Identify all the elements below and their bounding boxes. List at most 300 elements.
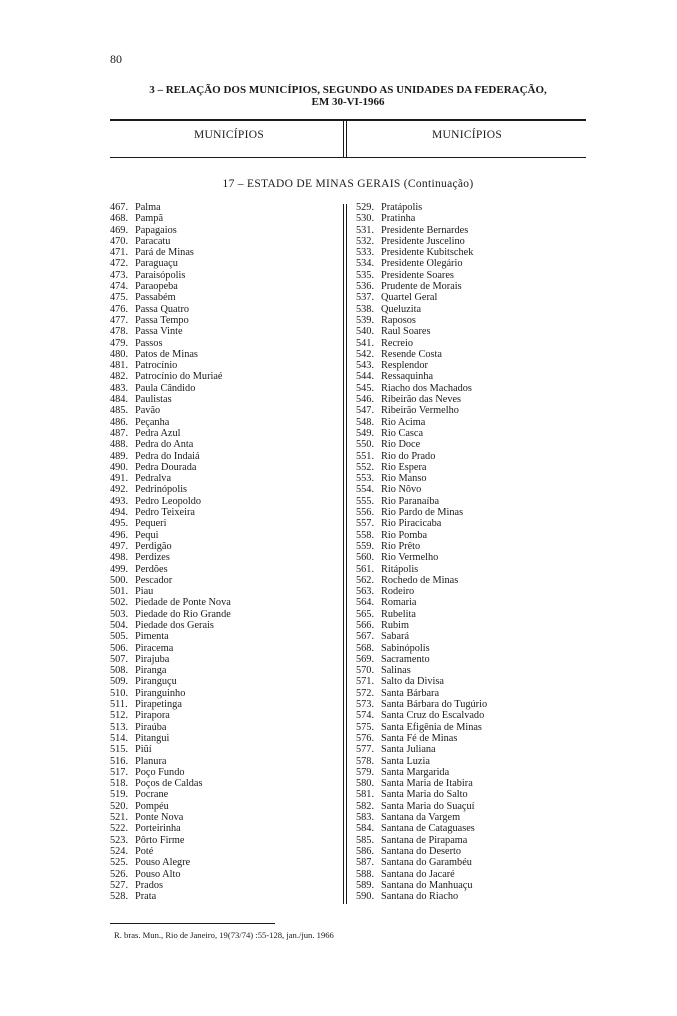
- item-number: 478.: [110, 326, 129, 338]
- list-item: [356, 428, 588, 439]
- item-number: 485.: [110, 405, 129, 417]
- footer-citation: R. bras. Mun., Rio de Janeiro, 19(73/74) :55-128, jan./jun. 1966: [114, 930, 334, 940]
- list-item: [110, 880, 338, 891]
- list-item: [356, 688, 588, 699]
- list-item: [110, 812, 338, 823]
- item-number: 496.: [110, 529, 129, 541]
- item-number: 515.: [110, 744, 129, 756]
- list-item: [356, 575, 588, 586]
- list-item: [110, 360, 338, 371]
- item-number: 479.: [110, 337, 129, 349]
- list-item: [110, 654, 338, 665]
- item-number: 553.: [356, 473, 375, 485]
- municipality-name: Santa Fé de Minas: [381, 732, 458, 744]
- column-header-left: MUNICÍPIOS: [193, 129, 265, 141]
- municipality-name: Pedro Leopoldo: [135, 495, 202, 507]
- item-number: 532.: [356, 235, 375, 247]
- list-item: [356, 518, 588, 529]
- item-number: 561.: [356, 563, 375, 575]
- list-item: [110, 869, 338, 880]
- municipality-name: Salinas: [381, 665, 411, 677]
- municipality-name: Paracatu: [135, 235, 171, 247]
- municipality-name: Poços de Caldas: [135, 778, 203, 790]
- list-item: [356, 880, 588, 891]
- municipality-name: Pavão: [135, 405, 161, 417]
- page-title: [110, 84, 586, 108]
- item-number: 579.: [356, 766, 375, 778]
- item-number: 584.: [356, 823, 375, 835]
- item-number: 564.: [356, 597, 375, 609]
- municipality-name: Presidente Bernardes: [381, 224, 469, 236]
- municipality-name: Santa Maria de Itabira: [381, 778, 473, 790]
- item-number: 487.: [110, 427, 129, 439]
- column-divider-2: [346, 204, 347, 904]
- footer-rule: [110, 923, 275, 924]
- item-number: 521.: [110, 812, 129, 824]
- municipality-name: Recreio: [381, 337, 414, 349]
- list-item: [110, 597, 338, 608]
- list-item: [356, 654, 588, 665]
- item-number: 506.: [110, 642, 129, 654]
- municipality-name: Piracema: [135, 642, 174, 654]
- item-number: 504.: [110, 619, 129, 631]
- municipality-name: Pampã: [135, 213, 164, 225]
- municipality-name: Pompéu: [135, 800, 169, 812]
- list-item: [356, 733, 588, 744]
- item-number: 548.: [356, 416, 375, 428]
- item-number: 570.: [356, 665, 375, 677]
- item-number: 554.: [356, 484, 375, 496]
- item-number: 585.: [356, 834, 375, 846]
- municipality-name: Pirapora: [135, 710, 170, 722]
- municipality-name: Perdigão: [135, 540, 172, 552]
- municipality-name: Piedade de Ponte Nova: [135, 597, 231, 609]
- municipality-name: Pedra Dourada: [135, 461, 197, 473]
- municipality-name: Passabém: [135, 292, 176, 304]
- list-item: [356, 247, 588, 258]
- list-item: [356, 846, 588, 857]
- item-number: 509.: [110, 676, 129, 688]
- list-item: [110, 891, 338, 902]
- municipality-name: Peçanha: [135, 416, 170, 428]
- item-number: 512.: [110, 710, 129, 722]
- list-item: [356, 801, 588, 812]
- list-item: [356, 383, 588, 394]
- list-item: [356, 869, 588, 880]
- item-number: 472.: [110, 258, 129, 270]
- item-number: 528.: [110, 891, 129, 903]
- list-item: [110, 846, 338, 857]
- item-number: 513.: [110, 721, 129, 733]
- item-number: 550.: [356, 439, 375, 451]
- item-number: 490.: [110, 461, 129, 473]
- list-item: [110, 620, 338, 631]
- item-number: 475.: [110, 292, 129, 304]
- municipality-name: Rio Espera: [381, 461, 427, 473]
- municipality-name: Patrocínio: [135, 360, 178, 372]
- municipality-name: Poço Fundo: [135, 766, 185, 778]
- list-item: [356, 789, 588, 800]
- list-item: [356, 891, 588, 902]
- list-item: [356, 541, 588, 552]
- list-item: [356, 507, 588, 518]
- municipality-name: Rio Piracicaba: [381, 518, 442, 530]
- municipality-name: Rio do Prado: [381, 450, 436, 462]
- municipality-name: Perdizes: [135, 552, 170, 564]
- list-item: [110, 484, 338, 495]
- list-item: [110, 631, 338, 642]
- list-item: [110, 778, 338, 789]
- municipality-list-left: [110, 202, 338, 902]
- list-item: [110, 665, 338, 676]
- list-item: [110, 202, 338, 213]
- item-number: 486.: [110, 416, 129, 428]
- municipality-name: Pimenta: [135, 631, 169, 643]
- municipality-name: Piũí: [135, 744, 152, 756]
- list-item: [356, 778, 588, 789]
- list-item: [110, 405, 338, 416]
- list-item: [110, 609, 338, 620]
- list-item: [110, 688, 338, 699]
- item-number: 520.: [110, 800, 129, 812]
- list-item: [110, 451, 338, 462]
- municipality-name: Santa Efigênia de Minas: [381, 721, 482, 733]
- item-number: 524.: [110, 845, 129, 857]
- item-number: 578.: [356, 755, 375, 767]
- list-item: [110, 575, 338, 586]
- municipality-name: Pratápolis: [381, 202, 423, 213]
- municipality-name: Piranguçu: [135, 676, 177, 688]
- municipality-name: Santana do Deserto: [381, 845, 462, 857]
- municipality-name: Resplendor: [381, 360, 428, 372]
- item-number: 536.: [356, 281, 375, 293]
- item-number: 483.: [110, 382, 129, 394]
- item-number: 588.: [356, 868, 375, 880]
- list-item: [110, 213, 338, 224]
- municipality-name: Rio Prêto: [381, 540, 421, 552]
- item-number: 523.: [110, 834, 129, 846]
- list-item: [110, 292, 338, 303]
- item-number: 471.: [110, 247, 129, 259]
- list-item: [356, 405, 588, 416]
- list-item: [110, 304, 338, 315]
- item-number: 474.: [110, 281, 129, 293]
- municipality-name: Resende Costa: [381, 348, 442, 360]
- list-item: [110, 428, 338, 439]
- item-number: 573.: [356, 699, 375, 711]
- list-item: [356, 439, 588, 450]
- list-item: [356, 710, 588, 721]
- column-divider: [343, 204, 344, 904]
- header-top-rule: [110, 119, 586, 121]
- item-number: 516.: [110, 755, 129, 767]
- item-number: 503.: [110, 608, 129, 620]
- list-item: [110, 507, 338, 518]
- list-item: [356, 451, 588, 462]
- state-title: 17 – ESTADO DE MINAS GERAIS (Continuação): [222, 178, 474, 190]
- item-number: 527.: [110, 879, 129, 891]
- list-item: [110, 518, 338, 529]
- item-number: 535.: [356, 269, 375, 281]
- municipality-name: Pirapetinga: [135, 699, 182, 711]
- municipality-name: Pedrinópolis: [135, 484, 188, 496]
- item-number: 577.: [356, 744, 375, 756]
- list-item: [110, 823, 338, 834]
- list-item: [356, 236, 588, 247]
- municipality-name: Santana do Riacho: [381, 891, 459, 903]
- municipality-name: Riacho dos Machados: [381, 382, 472, 394]
- item-number: 581.: [356, 789, 375, 801]
- item-number: 565.: [356, 608, 375, 620]
- municipality-name: Santa Bárbara: [381, 687, 440, 699]
- municipality-name: Papagaios: [135, 224, 177, 236]
- list-item: [356, 823, 588, 834]
- list-item: [356, 699, 588, 710]
- list-item: [356, 371, 588, 382]
- list-item: [110, 552, 338, 563]
- list-item: [356, 722, 588, 733]
- municipality-name: Passos: [135, 337, 163, 349]
- item-number: 559.: [356, 540, 375, 552]
- municipality-name: Pará de Minas: [135, 247, 194, 259]
- municipality-name: Ribeirão Vermelho: [381, 405, 459, 417]
- item-number: 562.: [356, 574, 375, 586]
- item-number: 484.: [110, 394, 129, 406]
- list-item: [356, 643, 588, 654]
- list-item: [356, 609, 588, 620]
- item-number: 518.: [110, 778, 129, 790]
- list-item: [110, 643, 338, 654]
- municipality-name: Santana do Garambéu: [381, 857, 472, 869]
- municipality-name: Pequi: [135, 529, 159, 541]
- item-number: 556.: [356, 507, 375, 519]
- municipality-name: Santa Maria do Salto: [381, 789, 468, 801]
- municipality-name: Sabinópolis: [381, 642, 430, 654]
- municipality-name: Patrocínio do Muriaé: [135, 371, 223, 383]
- municipality-name: Paulistas: [135, 394, 172, 406]
- municipality-name: Poté: [135, 845, 154, 857]
- municipality-name: Santa Cruz do Escalvado: [381, 710, 485, 722]
- list-item: [356, 258, 588, 269]
- item-number: 505.: [110, 631, 129, 643]
- item-number: 492.: [110, 484, 129, 496]
- municipality-name: Piedade do Rio Grande: [135, 608, 231, 620]
- list-item: [110, 417, 338, 428]
- municipality-name: Pirajuba: [135, 653, 170, 665]
- item-number: 583.: [356, 812, 375, 824]
- title-line-2: EM 30-VI-1966: [311, 96, 385, 108]
- page-number: 80: [110, 52, 122, 66]
- list-item: [110, 326, 338, 337]
- list-item: [356, 270, 588, 281]
- list-item: [356, 496, 588, 507]
- municipality-name: Pratinha: [381, 213, 416, 225]
- item-number: 542.: [356, 348, 375, 360]
- item-number: 481.: [110, 360, 129, 372]
- list-item: [356, 304, 588, 315]
- list-item: [356, 564, 588, 575]
- item-number: 526.: [110, 868, 129, 880]
- item-number: 589.: [356, 879, 375, 891]
- municipality-name: Rio Pardo de Minas: [381, 507, 464, 519]
- item-number: 539.: [356, 314, 375, 326]
- item-number: 522.: [110, 823, 129, 835]
- municipality-name: Porteirinha: [135, 823, 181, 835]
- municipality-name: Pedra do Indaiá: [135, 450, 200, 462]
- list-item: [110, 722, 338, 733]
- list-item: [356, 338, 588, 349]
- list-item: [110, 236, 338, 247]
- list-item: [356, 281, 588, 292]
- list-item: [110, 801, 338, 812]
- municipality-name: Passa Vinte: [135, 326, 183, 338]
- item-number: 567.: [356, 631, 375, 643]
- list-item: [110, 733, 338, 744]
- item-number: 552.: [356, 461, 375, 473]
- list-item: [110, 530, 338, 541]
- municipality-name: Rio Paranaíba: [381, 495, 440, 507]
- item-number: 467.: [110, 202, 129, 213]
- item-number: 488.: [110, 439, 129, 451]
- municipality-name: Santana do Manhuaçu: [381, 879, 473, 891]
- municipality-name: Rochedo de Minas: [381, 574, 459, 586]
- item-number: 575.: [356, 721, 375, 733]
- item-number: 566.: [356, 619, 375, 631]
- municipality-name: Planura: [135, 755, 167, 767]
- municipality-name: Pitangui: [135, 732, 170, 744]
- municipality-name: Santa Bárbara do Tugúrio: [381, 699, 488, 711]
- item-number: 533.: [356, 247, 375, 259]
- list-item: [110, 462, 338, 473]
- municipality-name: Salto da Divisa: [381, 676, 444, 688]
- item-number: 541.: [356, 337, 375, 349]
- list-item: [110, 541, 338, 552]
- municipality-name: Rio Manso: [381, 473, 427, 485]
- municipality-name: Santana da Vargem: [381, 812, 461, 824]
- list-item: [110, 710, 338, 721]
- municipality-name: Santa Margarida: [381, 766, 450, 778]
- item-number: 470.: [110, 235, 129, 247]
- list-item: [356, 394, 588, 405]
- item-number: 510.: [110, 687, 129, 699]
- municipality-name: Queluzita: [381, 303, 422, 315]
- municipality-name: Paula Cândido: [135, 382, 196, 394]
- item-number: 582.: [356, 800, 375, 812]
- item-number: 519.: [110, 789, 129, 801]
- municipality-name: Rio Casca: [381, 427, 424, 439]
- list-item: [356, 835, 588, 846]
- list-item: [356, 767, 588, 778]
- item-number: 571.: [356, 676, 375, 688]
- municipality-name: Rio Vermelho: [381, 552, 439, 564]
- municipality-name: Pouso Alto: [135, 868, 181, 880]
- item-number: 557.: [356, 518, 375, 530]
- municipality-name: Pedra Azul: [135, 427, 181, 439]
- municipality-name: Pocrane: [135, 789, 169, 801]
- municipality-name: Patos de Minas: [135, 348, 198, 360]
- municipality-name: Pequeri: [135, 518, 167, 530]
- list-item: [110, 586, 338, 597]
- list-item: [356, 597, 588, 608]
- item-number: 477.: [110, 314, 129, 326]
- list-item: [356, 292, 588, 303]
- item-number: 563.: [356, 586, 375, 598]
- list-item: [356, 676, 588, 687]
- municipality-name: Presidente Olegário: [381, 258, 463, 270]
- item-number: 495.: [110, 518, 129, 530]
- list-item: [110, 258, 338, 269]
- item-number: 514.: [110, 732, 129, 744]
- item-number: 517.: [110, 766, 129, 778]
- list-item: [356, 586, 588, 597]
- list-item: [356, 462, 588, 473]
- list-item: [110, 789, 338, 800]
- municipality-name: Rio Doce: [381, 439, 421, 451]
- item-number: 476.: [110, 303, 129, 315]
- item-number: 494.: [110, 507, 129, 519]
- item-number: 502.: [110, 597, 129, 609]
- municipality-name: Raposos: [381, 314, 416, 326]
- item-number: 569.: [356, 653, 375, 665]
- item-number: 545.: [356, 382, 375, 394]
- item-number: 482.: [110, 371, 129, 383]
- item-number: 480.: [110, 348, 129, 360]
- item-number: 558.: [356, 529, 375, 541]
- list-item: [110, 281, 338, 292]
- list-item: [356, 326, 588, 337]
- list-item: [356, 360, 588, 371]
- column-header-right: MUNICÍPIOS: [431, 129, 503, 141]
- list-item: [110, 767, 338, 778]
- municipality-name: Sacramento: [381, 653, 430, 665]
- municipality-name: Piedade dos Gerais: [135, 619, 214, 631]
- municipality-name: Rio Pomba: [381, 529, 428, 541]
- item-number: 500.: [110, 574, 129, 586]
- title-line-1: 3 – RELAÇÃO DOS MUNICÍPIOS, SEGUNDO AS UNIDADES DA FEDERAÇÃO,: [149, 84, 547, 96]
- item-number: 469.: [110, 224, 129, 236]
- municipality-name: Paraisópolis: [135, 269, 186, 281]
- municipality-list-right: [356, 202, 588, 902]
- municipality-name: Ritápolis: [381, 563, 419, 575]
- list-item: [356, 756, 588, 767]
- list-item: [356, 552, 588, 563]
- item-number: 499.: [110, 563, 129, 575]
- list-item: [110, 439, 338, 450]
- item-number: 587.: [356, 857, 375, 869]
- municipality-name: Ribeirão das Neves: [381, 394, 462, 406]
- item-number: 511.: [110, 699, 128, 711]
- municipality-name: Presidente Juscelino: [381, 235, 465, 247]
- item-number: 493.: [110, 495, 129, 507]
- municipality-name: Pedro Teixeira: [135, 507, 195, 519]
- item-number: 468.: [110, 213, 129, 225]
- municipality-name: Pedralva: [135, 473, 172, 485]
- list-item: [110, 349, 338, 360]
- item-number: 546.: [356, 394, 375, 406]
- list-item: [356, 484, 588, 495]
- item-number: 547.: [356, 405, 375, 417]
- item-number: 551.: [356, 450, 375, 462]
- list-item: [356, 631, 588, 642]
- item-number: 529.: [356, 202, 375, 213]
- list-item: [356, 202, 588, 213]
- list-item: [356, 744, 588, 755]
- item-number: 574.: [356, 710, 375, 722]
- municipality-name: Piranga: [135, 665, 167, 677]
- list-item: [110, 247, 338, 258]
- item-number: 586.: [356, 845, 375, 857]
- header-bottom-rule: [110, 157, 586, 158]
